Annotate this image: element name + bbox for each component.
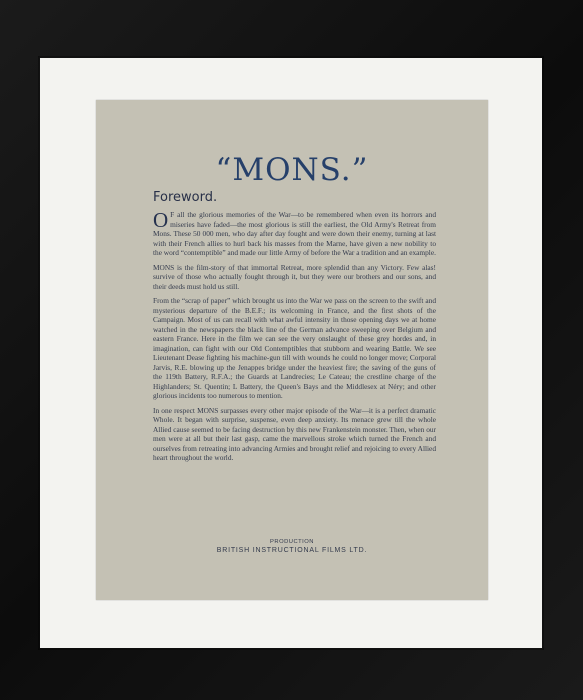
document-title: “MONS.”	[215, 152, 369, 188]
foreword-heading: Foreword.	[153, 190, 218, 205]
paragraph-4: In one respect MONS surpasses every other major episode of the War—it is a perfect dramatic Whole. It began with surprise, suspense, even deep anxiety. Its menace grew till the whole Allied cause seemed to be facing destruction by this new Frankenstein monster. Then, when our men were at all but their last gasp, came the marvellous stroke which turned the French and ourselves from retreating into advancing Armies and brought relief and rejoicing to every Allied heart throughout the world.	[153, 405, 436, 462]
production-label: PRODUCTION	[270, 539, 314, 545]
drop-cap: O	[153, 208, 169, 232]
paragraph-2: MONS is the film-story of that immortal Retreat, more splendid than any Victory. Few alas! survive of those who actually fought through it, but they were our brothers and our sons, and their deeds must hold us still.	[153, 262, 436, 291]
framed-document	[96, 100, 488, 600]
paragraph-1	[153, 210, 436, 258]
paragraph-1-text: F all the glorious memories of the War—to be remembered when even its horrors and miseries have faded—the most glorious is still the earliest, the Old Army's Retreat from Mons. These 50 000 men, who day after day fought and were down their enemy, turning at last with their French allies to hurl back his masses from the Marne, have given a new nobility to the word “contemptible” and made our little Army of before the War a tradition and an example.	[153, 210, 436, 257]
document-body	[153, 210, 436, 468]
company-name: BRITISH INSTRUCTIONAL FILMS LTD.	[216, 547, 368, 554]
paragraph-3: From the “scrap of paper” which brought us into the War we pass on the screen to the swift and mysterious departure of the B.E.F.; its welcoming in France, and the first shots of the Campaign. Most of us can recall with what awful intensity in those opening days we at home watched in the newspapers the black line of the German advance sweeping over Belgium and eastern France. Here in the film we can see the very onslaught of these grey hordes and, in imagination, can fight with our Old Contemptibles that stubborn and wearing Battle. We see Lieutenant Dease fighting his machine-gun till with wounds he could no longer move; Corporal Jarvis, R.E. blowing up the Jenappes bridge under the heaviest fire; the saving of the guns of the 119th Battery, R.F.A.; the Guards at Landrecies; Le Cateau; the crestline charge of the Highlanders; St. Quentin; L Battery, the Queen's Bays and the Middlesex at Néry; and other glorious incidents too numerous to mention.	[153, 296, 436, 400]
